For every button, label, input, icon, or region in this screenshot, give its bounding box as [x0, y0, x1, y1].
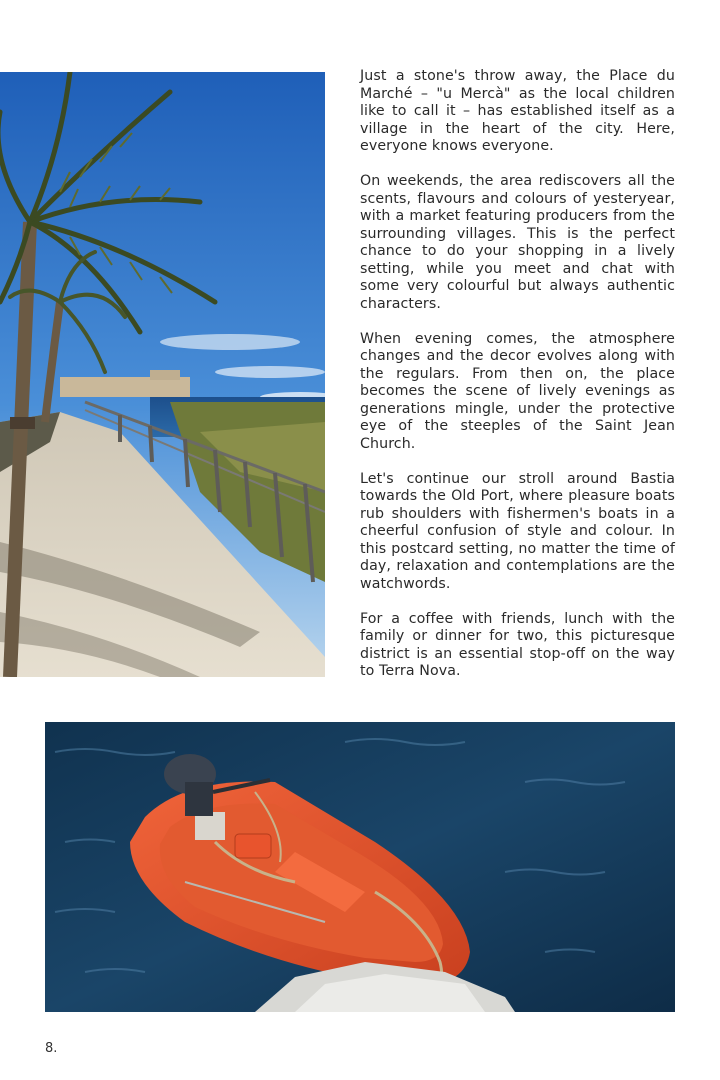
page-number: 8. [45, 1041, 58, 1056]
paragraph: On weekends, the area rediscovers all the scents, flavours and colours of yesteryear, with a market featuring producers from the surrounding villages. This is the perfect chance to do your shopping in a lively setting, while you meet and chat with some very colourful but always authentic characters. [360, 173, 675, 312]
paragraph: When evening comes, the atmosphere changes and the decor evolves along with the regulars. From then on, the place becomes the scene of lively evenings as generations mingle, under the protective eye of the steeples of the Saint Jean Church. [360, 330, 675, 452]
promenade-photo [0, 72, 325, 677]
paragraph: For a coffee with friends, lunch with the family or dinner for two, this picturesque district is an essential stop-off on the way to Terra Nova. [360, 610, 675, 679]
paragraph: Let's continue our stroll around Bastia towards the Old Port, where pleasure boats rub shoulders with fishermen's boats in a cheerful confusion of style and colour. In this postcard setting, no matter the time of day, relaxation and contemplations are the watchwords. [360, 470, 675, 592]
article-text [360, 68, 675, 698]
boat-photo [45, 722, 675, 1012]
paragraph: Just a stone's throw away, the Place du Marché – "u Mercà" as the local children like to call it – has established itself as a village in the heart of the city. Here, everyone knows everyone. [360, 68, 675, 154]
